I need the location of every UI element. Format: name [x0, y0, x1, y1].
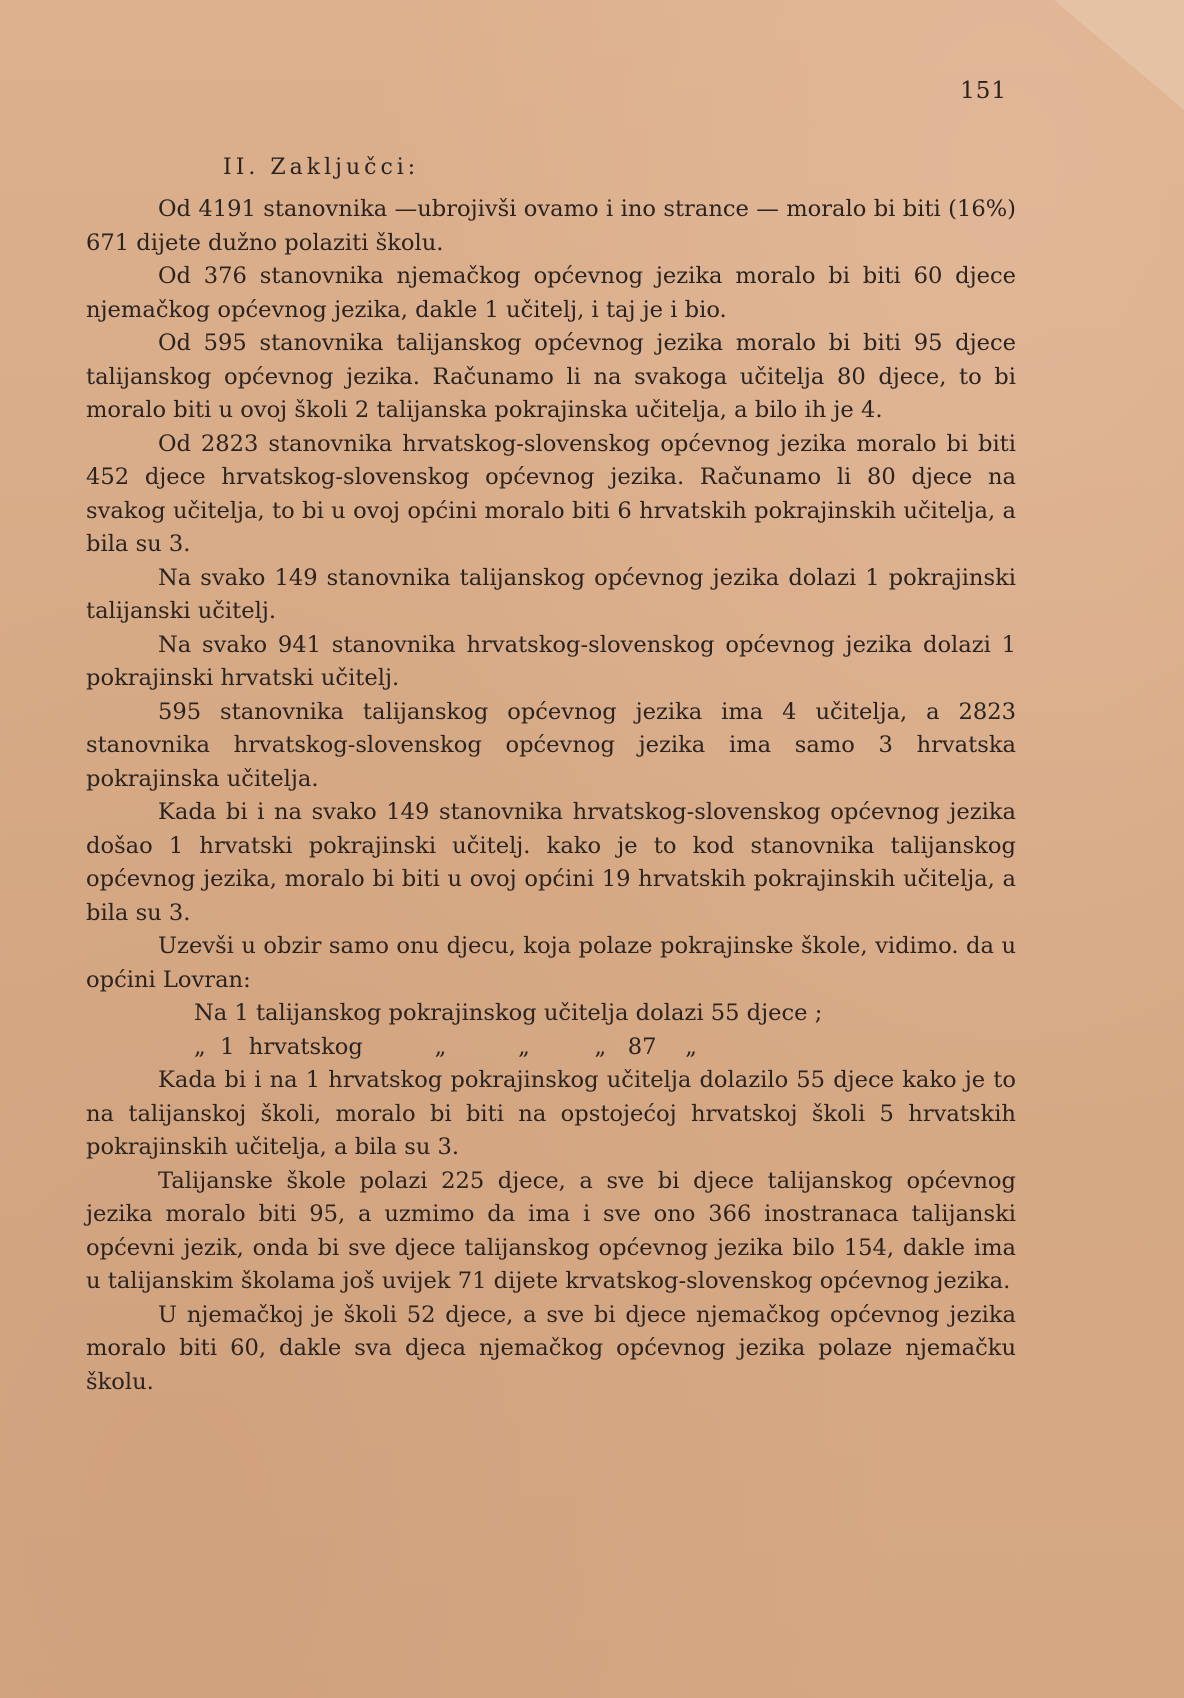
ratio-row-croatian: „ 1 hrvatskog „ „ „ 87 „: [194, 1033, 697, 1060]
body-text: [86, 193, 1016, 1399]
paragraph: Od 376 stanovnika njemačkog općevnog jezika moralo bi biti 60 djece njemačkog općevnog jezika, dakle 1 učitelj, i taj je i bio.: [86, 263, 1016, 323]
section-heading: II. Zaključci:: [223, 155, 420, 180]
page-corner-fold: [1054, 0, 1184, 110]
paragraph: 595 stanovnika talijanskog općevnog jezika ima 4 učitelja, a 2823 stanovnika hrvatskog-slovenskog općevnog jezika ima samo 3 hrvatska pokrajinska učitelja.: [86, 698, 1016, 792]
paragraph: Od 4191 stanovnika —ubrojivši ovamo i ino strance — moralo bi biti (16%) 671 dijete dužno polaziti školu.: [86, 196, 1016, 256]
paragraph: Uzevši u obzir samo onu djecu, koja polaze pokrajinske škole, vidimo. da u općini Lovran:: [86, 933, 1016, 993]
paragraph: U njemačkoj je školi 52 djece, a sve bi djece njemačkog općevnog jezika moralo biti 60, dakle sva djeca njemačkog općevnog jezika polaze njemačku školu.: [86, 1301, 1016, 1395]
paragraph: Od 595 stanovnika talijanskog općevnog jezika moralo bi biti 95 djece talijanskog općevnog jezika. Računamo li na svakoga učitelja 80 djece, to bi moralo biti u ovoj školi 2 talijanska pokrajinska učitelja, a bilo ih je 4.: [86, 330, 1016, 423]
paragraph: Talijanske škole polazi 225 djece, a sve bi djece talijanskog općevnog jezika moralo biti 95, a uzmimo da ima i sve ono 366 inostranaca talijanski općevni jezik, onda bi sve djece talijanskog općevnog jezika bilo 154, dakle ima u talijanskim školama još uvijek 71 dijete krvatskog-slovenskog općevnog jezika.: [86, 1167, 1016, 1294]
ratio-row-italian: Na 1 talijanskog pokrajinskog učitelja dolazi 55 djece ;: [194, 1000, 823, 1026]
paragraph: Kada bi i na 1 hrvatskog pokrajinskog učitelja dolazilo 55 djece kako je to na talijanskoj školi, moralo bi biti na opstojećoj hrvatskoj školi 5 hrvatskih pokrajinskih učitelja, a bila su 3.: [86, 1067, 1016, 1160]
paragraph: Od 2823 stanovnika hrvatskog-slovenskog općevnog jezika moralo bi biti 452 djece hrvatskog-slovenskog općevnog jezika. Računamo li 80 djece na svakog učitelja, to bi u ovoj općini moralo biti 6 hrvatskih pokrajinskih učitelja, a bila su 3.: [86, 430, 1016, 557]
paragraph: Na svako 149 stanovnika talijanskog općevnog jezika dolazi 1 pokrajinski talijanski učitelj.: [86, 564, 1016, 624]
page-number: 151: [960, 78, 1007, 104]
paragraph: Kada bi i na svako 149 stanovnika hrvatskog-slovenskog općevnog jezika došao 1 hrvatski pokrajinski učitelj. kako je to kod stanovnika talijanskog općevnog jezika, moralo bi biti u ovoj općini 19 hrvatskih pokrajinskih učitelja, a bila su 3.: [86, 799, 1016, 926]
teacher-ratio-table: [194, 997, 1016, 1064]
paragraph: Na svako 941 stanovnika hrvatskog-slovenskog općevnog jezika dolazi 1 pokrajinski hrvatski učitelj.: [86, 631, 1016, 691]
